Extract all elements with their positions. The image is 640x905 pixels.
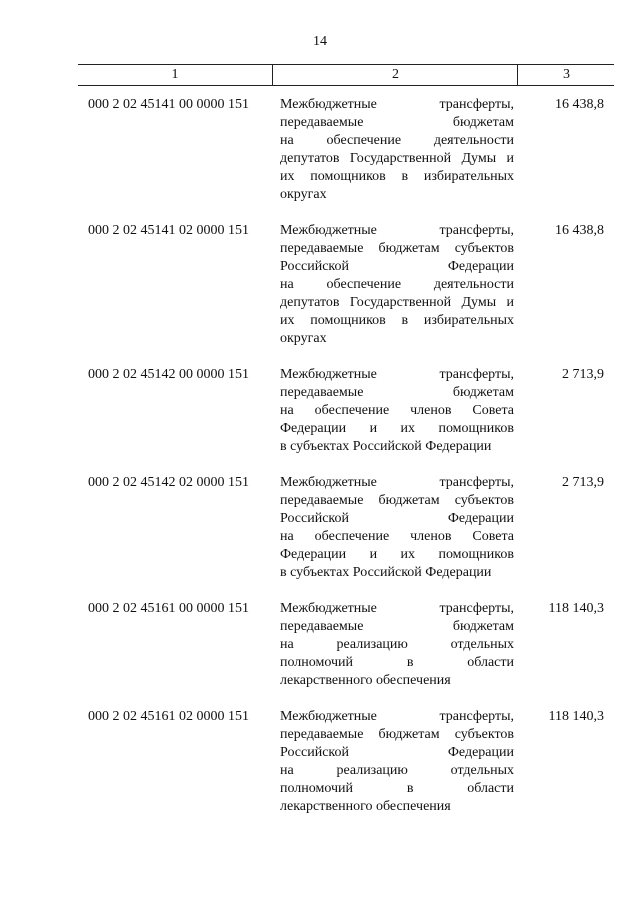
description-line: полномочий в области: [280, 655, 514, 670]
description-line: Межбюджетные трансферты,: [280, 367, 514, 382]
description-line: передаваемые бюджетам: [280, 385, 514, 400]
description-line: на обеспечение членов Совета: [280, 529, 514, 544]
description-line: на обеспечение деятельности: [280, 133, 514, 148]
budget-code: 000 2 02 45141 00 0000 151: [88, 97, 249, 112]
budget-code: 000 2 02 45142 00 0000 151: [88, 367, 249, 382]
description-line: Межбюджетные трансферты,: [280, 97, 514, 112]
description-line: на обеспечение деятельности: [280, 277, 514, 292]
table-body: [0, 96, 640, 834]
row-description: [280, 366, 514, 456]
description-line: передаваемые бюджетам субъектов: [280, 241, 514, 256]
description-line: лекарственного обеспечения: [280, 799, 451, 814]
row-description: [280, 96, 514, 204]
row-description: [280, 474, 514, 582]
row-amount: 16 438,8: [555, 223, 604, 238]
row-description: [280, 600, 514, 690]
description-line: Федерации и их помощников: [280, 547, 514, 562]
row-amount: 2 713,9: [562, 475, 604, 490]
description-line: в субъектах Российской Федерации: [280, 439, 492, 454]
table-row: [0, 708, 640, 816]
description-line: Межбюджетные трансферты,: [280, 601, 514, 616]
description-line: Российской Федерации: [280, 259, 514, 274]
description-line: округах: [280, 187, 327, 202]
description-line: лекарственного обеспечения: [280, 673, 451, 688]
description-line: на реализацию отдельных: [280, 637, 514, 652]
description-line: на обеспечение членов Совета: [280, 403, 514, 418]
description-line: Межбюджетные трансферты,: [280, 709, 514, 724]
description-line: депутатов Государственной Думы и: [280, 151, 514, 166]
budget-code: 000 2 02 45161 02 0000 151: [88, 709, 249, 724]
description-line: их помощников в избирательных: [280, 169, 514, 184]
budget-code: 000 2 02 45142 02 0000 151: [88, 475, 249, 490]
table-row: [0, 96, 640, 204]
description-line: передаваемые бюджетам субъектов: [280, 727, 514, 742]
description-line: передаваемые бюджетам: [280, 619, 514, 634]
row-amount: 118 140,3: [548, 601, 604, 616]
row-amount: 2 713,9: [562, 367, 604, 382]
description-line: передаваемые бюджетам: [280, 115, 514, 130]
description-line: Межбюджетные трансферты,: [280, 223, 514, 238]
description-line: в субъектах Российской Федерации: [280, 565, 492, 580]
description-line: Федерации и их помощников: [280, 421, 514, 436]
description-line: Российской Федерации: [280, 511, 514, 526]
description-line: полномочий в области: [280, 781, 514, 796]
table-row: [0, 366, 640, 456]
table-row: [0, 222, 640, 348]
row-amount: 16 438,8: [555, 97, 604, 112]
header-col-3: 3: [517, 65, 615, 85]
header-col-1: 1: [171, 67, 179, 82]
table-row: [0, 600, 640, 690]
budget-code: 000 2 02 45161 00 0000 151: [88, 601, 249, 616]
description-line: Российской Федерации: [280, 745, 514, 760]
row-description: [280, 222, 514, 348]
row-description: [280, 708, 514, 816]
header-col-2: 2: [272, 65, 518, 85]
table-row: [0, 474, 640, 582]
description-line: передаваемые бюджетам субъектов: [280, 493, 514, 508]
budget-code: 000 2 02 45141 02 0000 151: [88, 223, 249, 238]
row-amount: 118 140,3: [548, 709, 604, 724]
description-line: Межбюджетные трансферты,: [280, 475, 514, 490]
description-line: их помощников в избирательных: [280, 313, 514, 328]
description-line: на реализацию отдельных: [280, 763, 514, 778]
description-line: округах: [280, 331, 327, 346]
page-number: 14: [313, 34, 327, 49]
description-line: депутатов Государственной Думы и: [280, 295, 514, 310]
table-header: [78, 64, 614, 86]
